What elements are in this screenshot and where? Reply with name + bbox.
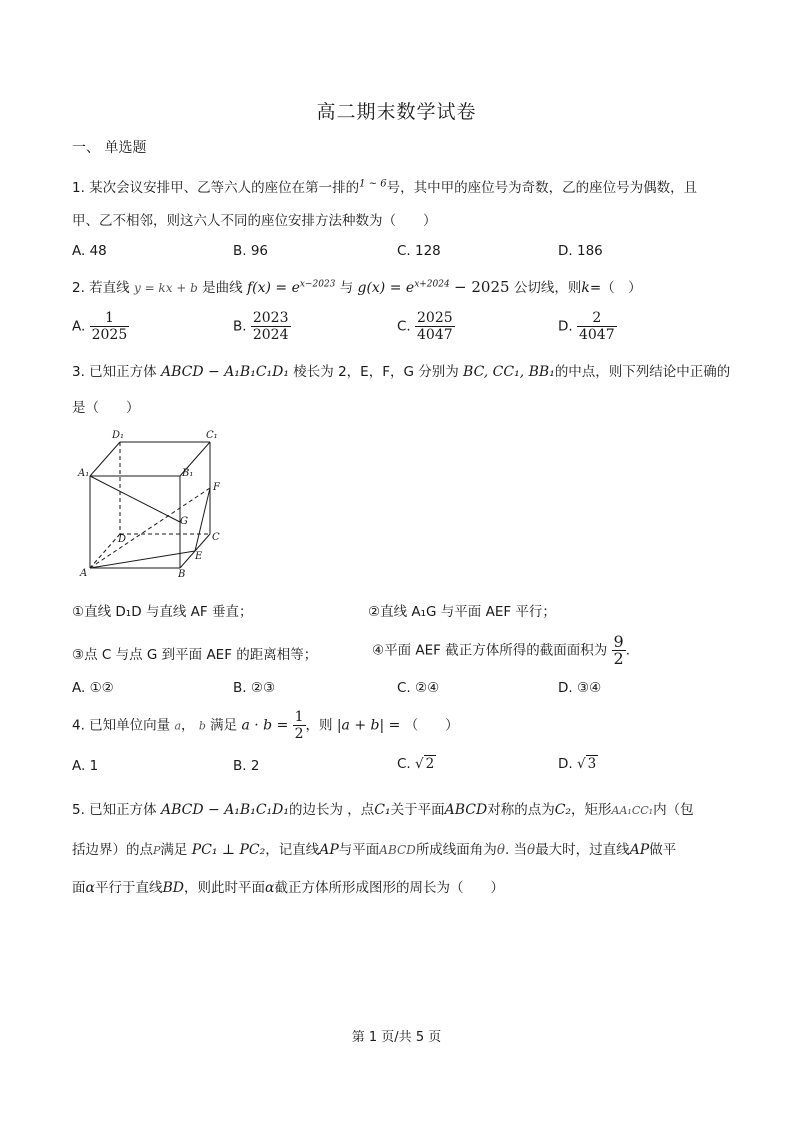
q4-option-b: B. 2 bbox=[233, 758, 260, 774]
q4-vec-b: b bbox=[198, 719, 206, 733]
q5-abcd: ABCD bbox=[444, 802, 488, 818]
q4-option-c-sqrt: √ 2 bbox=[415, 756, 435, 772]
q4-option-d: D. √ 3 bbox=[558, 756, 597, 772]
q4-line: 4. 已知单位向量 a， b 满足 a · b = $\frac{1}{2}$ ，则 |a + b| = （ ） bbox=[72, 709, 459, 742]
segment-ef bbox=[195, 488, 210, 551]
q4-frac: $\frac{1}{2}$ bbox=[294, 709, 304, 742]
q5-rect: AA₁CC₁ bbox=[611, 804, 654, 817]
q5-line-2: 括边界）的点P满足 PC₁ ⊥ PC₂，记直线AP与平面ABCD所成线面角为θ. 当θ最大时，过直线AP做平 bbox=[72, 842, 677, 858]
q3-statement-1: ①直线 D₁D 与直线 AF 垂直； bbox=[72, 604, 253, 620]
segment-a1g bbox=[90, 476, 180, 522]
q2-option-a: A. $\frac{1}{2025}$ bbox=[72, 310, 128, 343]
q2-g-tail: − 2025 bbox=[454, 278, 510, 296]
label-d1: D₁ bbox=[112, 430, 125, 441]
label-a1: A₁ bbox=[78, 468, 90, 479]
segment-af-hidden bbox=[90, 488, 210, 568]
q2-option-b: B. $\frac{2023}{2024}$ bbox=[233, 310, 289, 343]
q1-option-c: C. 128 bbox=[397, 243, 441, 259]
q2-text-pre: 2. 若直线 bbox=[72, 280, 130, 296]
edge-a1d1 bbox=[90, 442, 120, 476]
page-title: 高二期末数学试卷 bbox=[316, 101, 477, 123]
q2-option-c-frac: $\frac{2025}{4047}$ bbox=[417, 310, 453, 343]
q4-text-mid2: ，则 bbox=[305, 717, 333, 734]
q3-line-1 bbox=[72, 360, 730, 380]
q5-ap: AP bbox=[319, 842, 339, 858]
label-c1: C₁ bbox=[206, 430, 218, 441]
q4-dot-expr: a · b = bbox=[241, 717, 289, 734]
q3-cube-name: ABCD − A₁B₁C₁D₁ bbox=[160, 364, 289, 380]
q3-text-mid: 棱长为 2，E，F，G 分别为 bbox=[293, 364, 459, 380]
section-heading: 一、 单选题 bbox=[72, 140, 147, 156]
q2-text-mid3: 公切线，则 bbox=[513, 280, 582, 296]
q3-option-c: C. ②④ bbox=[397, 680, 440, 696]
q4-vec-a: a bbox=[174, 719, 182, 733]
label-b: B bbox=[178, 569, 186, 578]
q3-statement-4-text: ④平面 AEF 截正方体所得的截面面积为 bbox=[372, 642, 608, 659]
q1-option-a: A. 48 bbox=[72, 243, 107, 259]
q4-text-mid: 满足 bbox=[210, 717, 238, 734]
q1-text-a: 1. 某次会议安排甲、乙等六人的座位在第一排的 bbox=[72, 180, 360, 196]
cube-figure bbox=[76, 428, 226, 578]
q1-option-b: B. 96 bbox=[233, 243, 269, 259]
q2-text-mid2: 与 bbox=[339, 280, 354, 296]
q2-option-c: C. $\frac{2025}{4047}$ bbox=[397, 310, 453, 343]
q5-line-3: 面α平行于直线BD，则此时平面α截正方体所形成图形的周长为（ ） bbox=[72, 880, 504, 896]
label-a: A bbox=[80, 568, 88, 578]
q4-option-d-sqrt: √ 3 bbox=[576, 756, 597, 772]
q5-theta: θ bbox=[496, 842, 505, 858]
q2-option-d-frac: $\frac{2}{4047}$ bbox=[578, 310, 615, 343]
q2-option-b-frac: $\frac{2023}{2024}$ bbox=[252, 310, 289, 343]
q1-line-1 bbox=[72, 176, 697, 196]
label-b1: B₁ bbox=[182, 468, 194, 479]
label-d: D bbox=[118, 534, 127, 545]
q3-text-pre: 3. 已知正方体 bbox=[72, 364, 157, 380]
q1-line-2: 甲、乙不相邻，则这六人不同的座位安排方法种数为（ ） bbox=[72, 213, 437, 229]
page-footer: 第 1 页/共 5 页 bbox=[351, 1030, 442, 1045]
segment-ae bbox=[90, 551, 195, 568]
q2-text-mid1: 是曲线 bbox=[202, 280, 243, 296]
q5-c2: C₂ bbox=[554, 802, 572, 818]
q2-line bbox=[72, 276, 642, 296]
q2-text-tail: =（ ） bbox=[589, 280, 642, 296]
q2-g-exp: x+2024 bbox=[414, 279, 450, 290]
q1-option-d: D. 186 bbox=[558, 243, 603, 259]
q5-alpha: α bbox=[85, 880, 95, 896]
label-c: C bbox=[212, 532, 220, 543]
q2-k: k bbox=[581, 280, 590, 296]
q3-statement-2: ②直线 A₁G 与平面 AEF 平行； bbox=[368, 604, 556, 620]
q4-abs-expr: |a + b| = bbox=[336, 717, 401, 734]
q2-f-expr: f(x) = e bbox=[246, 280, 300, 296]
q2-line-expr: y = kx + b bbox=[133, 281, 198, 295]
q5-bd: BD bbox=[162, 880, 184, 896]
q2-option-d: D. $\frac{2}{4047}$ bbox=[558, 310, 615, 343]
q3-line-2: 是（ ） bbox=[72, 400, 140, 416]
q5-cube-name: ABCD − A₁B₁C₁D₁ bbox=[160, 802, 289, 818]
q5-line-1: 5. 已知正方体 ABCD − A₁B₁C₁D₁的边长为 ，点C₁关于平面ABCD对称的点为C₂，矩形AA₁CC₁内（包 bbox=[72, 802, 694, 818]
q5-c1: C₁ bbox=[374, 802, 391, 818]
q3-option-a: A. ①② bbox=[72, 680, 114, 696]
q3-statement-4: ④平面 AEF 截正方体所得的截面面积为 $\frac{9}{2}$ . bbox=[372, 632, 630, 668]
q3-points: BC, CC₁, BB₁ bbox=[463, 364, 555, 380]
q3-statement-4-frac: $\frac{9}{2}$ bbox=[613, 632, 624, 668]
q3-option-d: D. ③④ bbox=[558, 680, 602, 696]
label-e: E bbox=[195, 551, 203, 562]
q2-g-expr: g(x) = e bbox=[357, 280, 415, 296]
q4-option-c: C. √ 2 bbox=[397, 756, 435, 772]
q4-option-a: A. 1 bbox=[72, 758, 99, 774]
q5-p: P bbox=[153, 844, 161, 857]
q2-f-exp: x−2023 bbox=[299, 279, 336, 290]
label-f: F bbox=[213, 482, 220, 493]
q3-option-b: B. ②③ bbox=[233, 680, 276, 696]
q1-range: 1 ~ 6 bbox=[359, 178, 387, 190]
q3-text-tail: 的中点，则下列结论中正确的 bbox=[554, 364, 731, 380]
q5-perp: PC₁ ⊥ PC₂ bbox=[191, 842, 266, 858]
q2-option-a-frac: $\frac{1}{2025}$ bbox=[91, 310, 128, 343]
q3-statement-3: ③点 C 与点 G 到平面 AEF 的距离相等； bbox=[72, 647, 318, 663]
label-g: G bbox=[180, 516, 188, 527]
q1-text-b: 号，其中甲的座位号为奇数，乙的座位号为偶数，且 bbox=[386, 180, 698, 196]
q4-text-tail: （ ） bbox=[404, 717, 459, 734]
q4-text-pre: 4. 已知单位向量 bbox=[72, 717, 171, 734]
